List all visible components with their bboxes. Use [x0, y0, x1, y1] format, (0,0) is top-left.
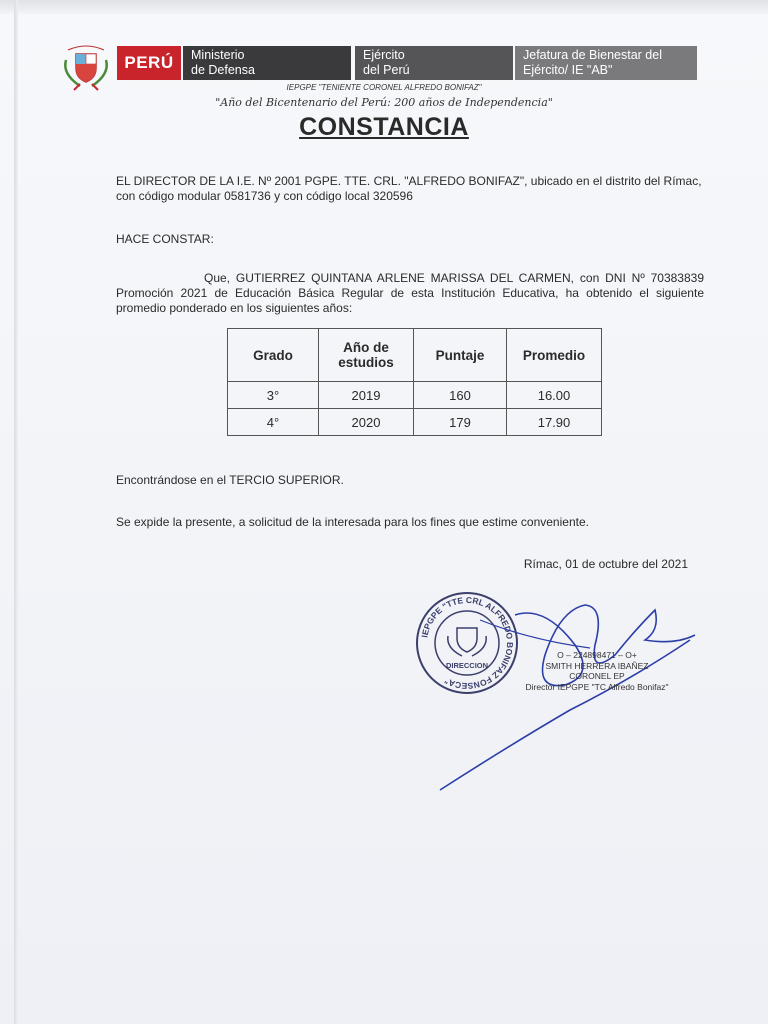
body-paragraph: Que, GUTIERREZ QUINTANA ARLENE MARISSA DEL CARMEN, con DNI Nº 70383839 Promoción 2021 de Educación Básica Regular de esta Institución Educativa, ha obtenido el siguiente promedio ponderado en los siguientes años: — [116, 271, 704, 315]
signature-dni: O – 224898471 – O+ — [557, 650, 637, 660]
army-line-1: Ejército — [363, 48, 405, 62]
year-motto: "Año del Bicentenario del Perú: 200 años de Independencia" — [215, 96, 553, 109]
header-promedio: Promedio — [507, 329, 602, 382]
ministry-bar — [183, 46, 351, 80]
table-row — [228, 382, 602, 409]
school-name: IEPGPE "TENIENTE CORONEL ALFREDO BONIFAZ" — [286, 83, 482, 92]
cell-puntaje: 179 — [414, 409, 507, 436]
page-edge — [14, 0, 18, 1024]
issue-date: Rímac, 01 de octubre del 2021 — [523, 557, 688, 571]
stamp-ring-text: IEPGPE "TTE CRL ALFREDO BONIFAZ FONSECA" — [419, 594, 516, 692]
table-row — [228, 409, 602, 436]
header-puntaje: Puntaje — [414, 329, 507, 382]
signature-role: Director IEPGPE "TC Alfredo Bonifaz" — [525, 681, 669, 692]
signature-rank: CORONEL EP — [569, 671, 625, 681]
ministry-line-1: Ministerio — [191, 48, 245, 62]
office-line-2: Ejército/ IE "AB" — [523, 63, 613, 77]
stamp-center-text: DIRECCION — [445, 661, 489, 670]
cell-anio: 2020 — [319, 409, 414, 436]
handwritten-signature — [420, 590, 720, 800]
office-line-1: Jefatura de Bienestar del — [523, 48, 662, 62]
cell-anio: 2019 — [319, 382, 414, 409]
header-anio: Año de estudios — [319, 329, 414, 382]
scan-shadow — [0, 0, 768, 14]
army-bar — [355, 46, 513, 80]
army-line-2: del Perú — [363, 63, 410, 77]
cell-promedio: 16.00 — [507, 382, 602, 409]
header-grado: Grado — [228, 329, 319, 382]
signature-block — [497, 650, 697, 692]
cell-promedio: 17.90 — [507, 409, 602, 436]
hace-constar-label: HACE CONSTAR: — [116, 232, 214, 246]
peru-brand-box: PERÚ — [117, 46, 181, 80]
tercio-line: Encontrándose en el TERCIO SUPERIOR. — [116, 473, 344, 487]
document-title: CONSTANCIA — [299, 113, 469, 141]
ministry-line-2: de Defensa — [191, 63, 255, 77]
intro-paragraph: EL DIRECTOR DE LA I.E. Nº 2001 PGPE. TTE. CRL. "ALFREDO BONIFAZ", ubicado en el distrito del Rímac, con código modular 0581736 y con código local 320596 — [116, 174, 702, 203]
cell-grado: 4° — [228, 409, 319, 436]
cell-grado: 3° — [228, 382, 319, 409]
signature-name: SMITH HERRERA IBAÑEZ — [545, 660, 649, 671]
table-header-row — [228, 329, 602, 382]
office-bar — [515, 46, 697, 80]
cell-puntaje: 160 — [414, 382, 507, 409]
expide-line: Se expide la presente, a solicitud de la interesada para los fines que estime conveniente. — [116, 515, 589, 529]
grades-table — [227, 328, 602, 436]
